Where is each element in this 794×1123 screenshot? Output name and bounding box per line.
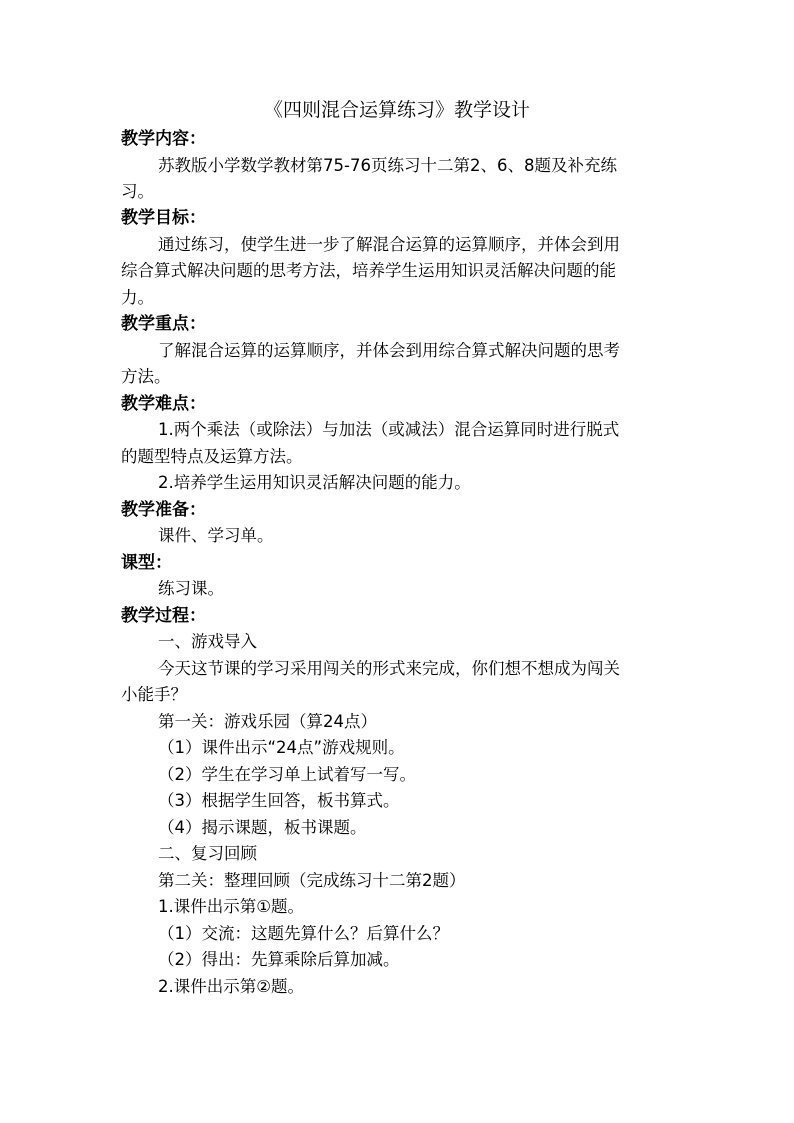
list-item: （3）根据学生回答，板书算式。 — [158, 791, 400, 810]
list-item: （1）课件出示“24点”游戏规则。 — [158, 738, 405, 757]
paragraph-line: 习。 — [121, 182, 154, 201]
paragraph-line: 课件、学习单。 — [158, 526, 274, 545]
section-heading-content: 教学内容： — [121, 129, 206, 149]
subsection-title: 一、游戏导入 — [158, 632, 257, 651]
paragraph-line: 综合算式解决问题的思考方法，培养学生运用知识灵活解决问题的能 — [121, 261, 616, 280]
section-heading-type: 课型： — [121, 553, 172, 573]
section-heading-goals: 教学目标： — [121, 208, 206, 228]
subsection-title: 二、复习回顾 — [158, 844, 257, 863]
paragraph-line: 力。 — [121, 288, 154, 307]
section-heading-prep: 教学准备： — [121, 500, 206, 520]
document-title: 《四则混合运算练习》教学设计 — [263, 99, 530, 121]
paragraph-line: 今天这节课的学习采用闯关的形式来完成，你们想不想成为闯关 — [158, 659, 620, 678]
list-item: （2）学生在学习单上试着写一写。 — [158, 765, 416, 784]
list-item: 2.课件出示第②题。 — [158, 977, 305, 996]
paragraph-line: 小能手？ — [121, 685, 187, 704]
paragraph-line: 练习课。 — [158, 579, 224, 598]
list-item: （2）得出：先算乘除后算加减。 — [158, 950, 400, 969]
list-item: 1.课件出示第①题。 — [158, 897, 305, 916]
paragraph-line: 苏教版小学数学教材第75-76页练习十二第2、6、8题及补充练 — [158, 156, 617, 175]
level-title: 第二关：整理回顾（完成练习十二第2题） — [158, 871, 466, 890]
paragraph-line: 2.培养学生运用知识灵活解决问题的能力。 — [158, 473, 471, 492]
paragraph-line: 通过练习，使学生进一步了解混合运算的运算顺序，并体会到用 — [158, 235, 620, 254]
paragraph-line: 的题型特点及运算方法。 — [121, 447, 303, 466]
paragraph-line: 了解混合运算的运算顺序，并体会到用综合算式解决问题的思考 — [158, 341, 620, 360]
list-item: （4）揭示课题，板书课题。 — [158, 818, 367, 837]
paragraph-line: 1.两个乘法（或除法）与加法（或减法）混合运算同时进行脱式 — [158, 420, 620, 439]
level-title: 第一关：游戏乐园（算24点） — [158, 712, 377, 731]
section-heading-process: 教学过程： — [121, 606, 206, 626]
section-heading-key: 教学重点： — [121, 314, 206, 334]
paragraph-line: 方法。 — [121, 367, 171, 386]
list-item: （1）交流：这题先算什么？后算什么？ — [158, 924, 449, 943]
section-heading-difficult: 教学难点： — [121, 394, 206, 414]
